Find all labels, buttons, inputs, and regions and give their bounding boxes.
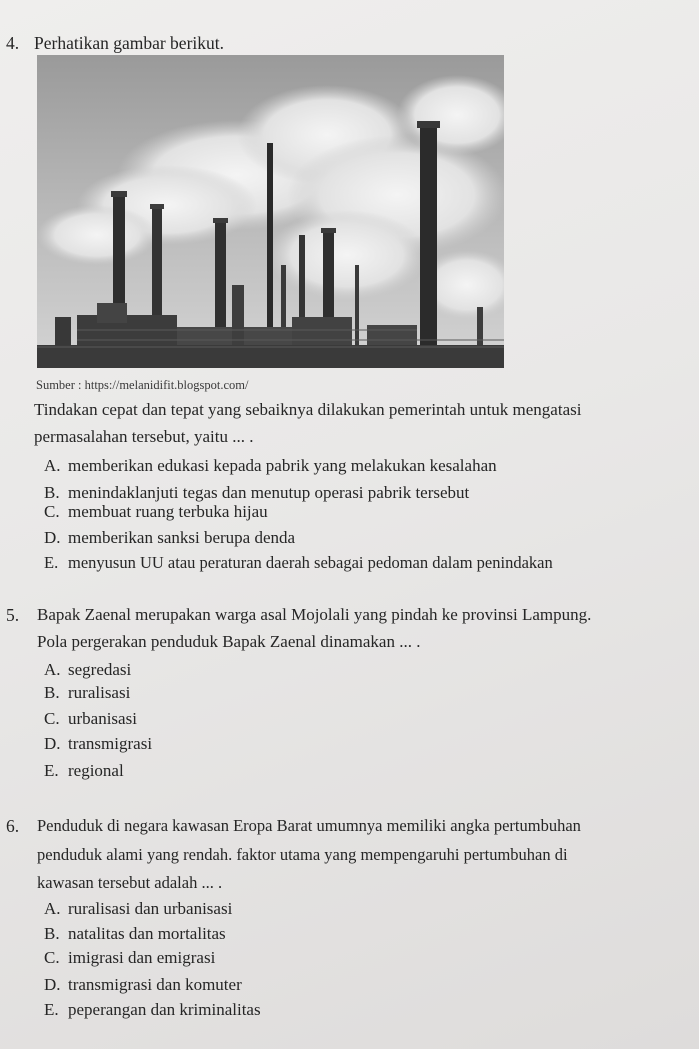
option-d: D. transmigrasi dan komuter <box>44 975 242 994</box>
option-e: E. menyusun UU atau peraturan daerah sebagai pedoman dalam penindakan <box>44 553 553 572</box>
option-d: D. transmigrasi <box>44 734 153 753</box>
question-stem-line: penduduk alami yang rendah. faktor utama yang mempengaruhi pertumbuhan di <box>37 845 568 864</box>
option-e: E. regional <box>44 761 124 780</box>
option-a: A. segredasi <box>44 660 132 679</box>
question-intro: Perhatikan gambar berikut. <box>34 33 225 53</box>
question-stem-line: Pola pergerakan penduduk Bapak Zaenal dinamakan ... . <box>37 632 421 651</box>
option-c: C. imigrasi dan emigrasi <box>44 948 216 967</box>
option-c: C. urbanisasi <box>44 709 137 728</box>
option-a: A. memberikan edukasi kepada pabrik yang melakukan kesalahan <box>44 456 497 475</box>
option-a: A. ruralisasi dan urbanisasi <box>44 899 233 918</box>
option-b: B. menindaklanjuti tegas dan menutup operasi pabrik tersebut <box>44 483 470 502</box>
question-number: 6. <box>6 816 20 836</box>
option-d: D. memberikan sanksi berupa denda <box>44 528 296 547</box>
question-stem-line: permasalahan tersebut, yaitu ... . <box>34 427 254 446</box>
question-number: 4. <box>6 33 20 53</box>
question-stem-line: kawasan tersebut adalah ... . <box>37 873 223 892</box>
option-e: E. peperangan dan kriminalitas <box>44 1000 261 1019</box>
image-source-caption: Sumber : https://melanidifit.blogspot.com/ <box>36 378 249 392</box>
option-b: B. natalitas dan mortalitas <box>44 924 226 943</box>
factory-smokestacks-photo <box>37 55 504 368</box>
question-stem-line: Bapak Zaenal merupakan warga asal Mojolali yang pindah ke provinsi Lampung. <box>37 605 592 624</box>
question-number: 5. <box>6 605 20 625</box>
option-c: C. membuat ruang terbuka hijau <box>44 502 268 521</box>
option-b: B. ruralisasi <box>44 683 131 702</box>
question-stem-line: Tindakan cepat dan tepat yang sebaiknya dilakukan pemerintah untuk mengatasi <box>34 400 582 419</box>
question-stem-line: Penduduk di negara kawasan Eropa Barat umumnya memiliki angka pertumbuhan <box>37 816 581 835</box>
